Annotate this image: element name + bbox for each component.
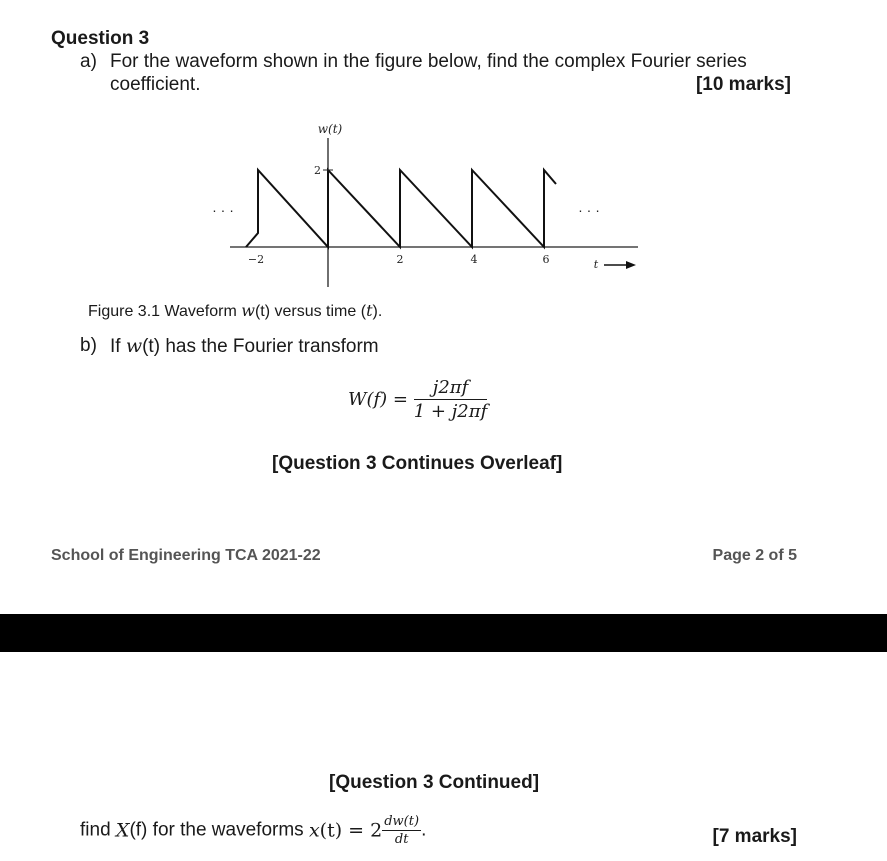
equation-lhs: W(f) = bbox=[348, 389, 409, 410]
x-tick-label: 4 bbox=[470, 253, 478, 266]
ellipsis-right: · · · bbox=[578, 202, 600, 218]
page-separator bbox=[0, 614, 887, 652]
fourier-transform-equation bbox=[348, 377, 487, 422]
equation-numerator: j2πf bbox=[414, 377, 488, 400]
continues-note: [Question 3 Continues Overleaf] bbox=[272, 453, 563, 474]
ellipsis-left: · · · bbox=[212, 202, 234, 218]
question-title: Question 3 bbox=[51, 28, 150, 49]
x-tick-label: −2 bbox=[247, 253, 265, 266]
sawtooth-waveform bbox=[246, 170, 556, 247]
derivative-fraction: $\frac{dw(t)}{dt}$ bbox=[384, 814, 420, 847]
time-axis-label: t bbox=[593, 258, 599, 271]
part-a-text-line1: For the waveform shown in the figure below, find the complex Fourier series bbox=[110, 51, 747, 72]
peak-value-label: 2 bbox=[314, 164, 321, 177]
x-tick-label: 6 bbox=[542, 253, 550, 266]
part-b-text: If w(t) has the Fourier transform bbox=[110, 335, 379, 357]
footer-page-number: Page 2 of 5 bbox=[712, 547, 797, 564]
footer-school: School of Engineering TCA 2021-22 bbox=[51, 547, 321, 564]
waveform-figure bbox=[0, 110, 887, 410]
part-marks-7: [7 marks] bbox=[712, 826, 797, 847]
part-a-marks: [10 marks] bbox=[695, 74, 791, 95]
time-arrow-head bbox=[626, 261, 636, 269]
part-a-label: a) bbox=[80, 51, 97, 72]
figure-caption: Figure 3.1 Waveform w(t) versus time (t). bbox=[88, 301, 383, 320]
part-b-label: b) bbox=[80, 335, 97, 356]
find-statement: find X(f) for the waveforms x(t) = 2 $\frac{dw(t)}{dt}$ . bbox=[80, 814, 427, 847]
part-a-text-line2: coefficient. bbox=[110, 74, 201, 95]
x-tick-label: 2 bbox=[396, 253, 404, 266]
equation-fraction bbox=[414, 377, 488, 422]
equation-denominator: 1 + j2πf bbox=[413, 401, 488, 422]
continued-title: [Question 3 Continued] bbox=[329, 772, 540, 793]
y-axis-label: w(t) bbox=[317, 122, 343, 136]
